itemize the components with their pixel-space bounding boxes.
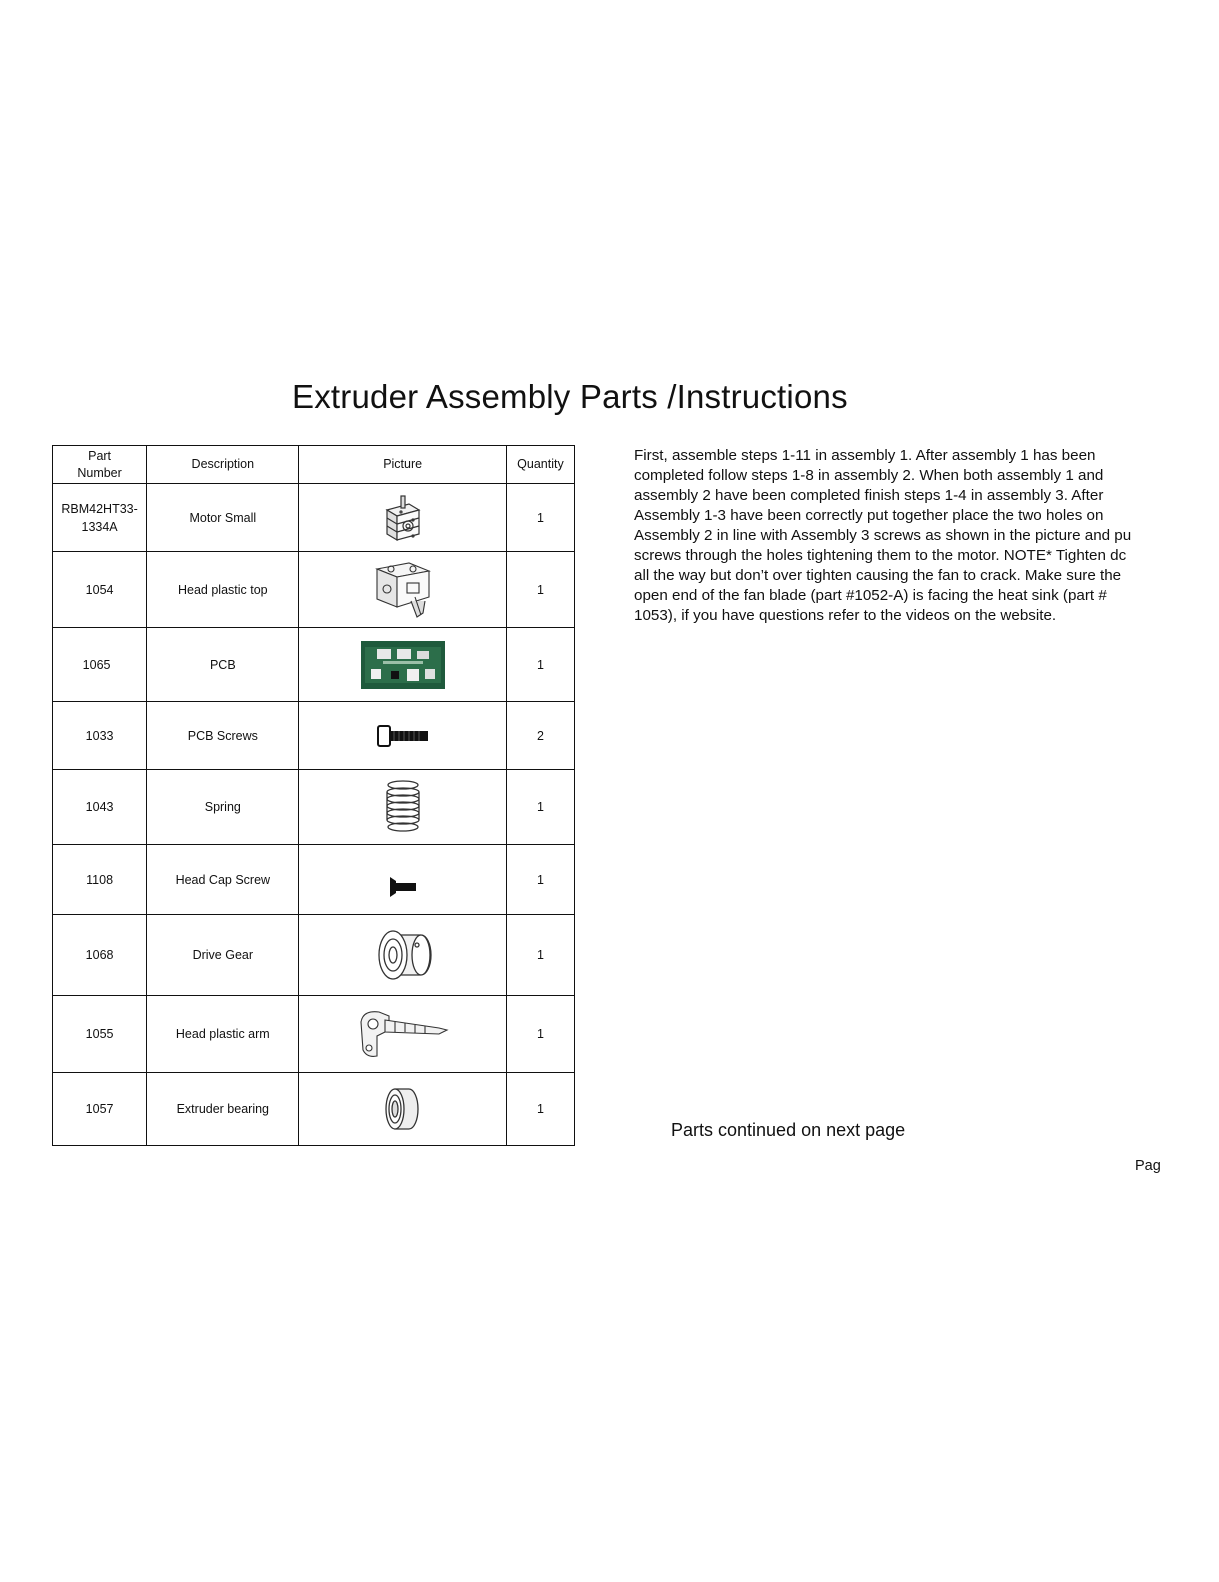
description-cell: Head plastic arm (147, 996, 299, 1073)
table-row (53, 628, 575, 702)
quantity-cell: 1 (506, 484, 574, 552)
quantity-cell: 1 (506, 915, 574, 996)
description-cell: PCB (147, 628, 299, 702)
head-plastic-top-icon (367, 557, 439, 623)
head-cap-screw-icon (388, 875, 418, 899)
part-number-cell: 1054 (53, 552, 147, 628)
instruction-line: screws through the holes tightening them to the motor. NOTE* Tighten dc (634, 547, 1127, 564)
picture-cell (299, 845, 506, 915)
description-cell: Head plastic top (147, 552, 299, 628)
head-plastic-arm-icon (355, 1006, 451, 1062)
pcb-screw-icon (376, 723, 430, 749)
stepper-motor-icon (373, 490, 433, 546)
description-cell: Spring (147, 770, 299, 845)
description-cell: Extruder bearing (147, 1073, 299, 1146)
picture-cell (299, 552, 506, 628)
instruction-line: completed follow steps 1-8 in assembly 2. When both assembly 1 and (634, 467, 1104, 484)
parts-continued-note: Parts continued on next page (671, 1120, 906, 1140)
instruction-line: open end of the fan blade (part #1052-A) is facing the heat sink (part # (634, 587, 1107, 604)
table-header-row (53, 446, 575, 484)
table-row (53, 845, 575, 915)
description-cell: Drive Gear (147, 915, 299, 996)
instruction-line: Assembly 1-3 have been correctly put together place the two holes on (634, 507, 1104, 524)
table-row (53, 915, 575, 996)
parts-table (52, 445, 575, 1146)
header-quantity: Quantity (506, 446, 574, 484)
description-cell: PCB Screws (147, 702, 299, 770)
part-number-cell: 1043 (53, 770, 147, 845)
drive-gear-icon (371, 927, 435, 983)
header-description: Description (147, 446, 299, 484)
quantity-cell: 1 (506, 845, 574, 915)
page-title: Extruder Assembly Parts /Instructions (292, 378, 848, 415)
quantity-cell: 1 (506, 628, 574, 702)
part-number-cell: 1068 (53, 915, 147, 996)
quantity-cell: 1 (506, 996, 574, 1073)
instructions-paragraph (634, 446, 1157, 626)
picture-cell (299, 770, 506, 845)
table-row (53, 552, 575, 628)
page-label: Pag (1135, 1158, 1161, 1174)
instruction-line: 1053), if you have questions refer to the videos on the website. (634, 607, 1057, 624)
header-part-number: Part Number (53, 446, 147, 484)
bearing-icon (385, 1085, 421, 1133)
table-row (53, 484, 575, 552)
picture-cell (299, 628, 506, 702)
picture-cell (299, 915, 506, 996)
pcb-icon (361, 641, 445, 689)
part-number-cell: 1065 (53, 628, 147, 702)
description-cell: Head Cap Screw (147, 845, 299, 915)
instruction-line: assembly 2 have been completed finish steps 1-4 in assembly 3. After (634, 487, 1104, 504)
description-cell: Motor Small (147, 484, 299, 552)
table-row (53, 770, 575, 845)
part-number-cell: 1108 (53, 845, 147, 915)
quantity-cell: 2 (506, 702, 574, 770)
part-number-cell: RBM42HT33- 1334A (53, 484, 147, 552)
picture-cell (299, 1073, 506, 1146)
part-number-cell: 1033 (53, 702, 147, 770)
table-row (53, 702, 575, 770)
table-row (53, 1073, 575, 1146)
header-picture: Picture (299, 446, 506, 484)
spring-icon (383, 780, 423, 834)
part-number-cell: 1055 (53, 996, 147, 1073)
picture-cell (299, 702, 506, 770)
quantity-cell: 1 (506, 1073, 574, 1146)
picture-cell (299, 484, 506, 552)
table-row (53, 996, 575, 1073)
picture-cell (299, 996, 506, 1073)
instruction-line: Assembly 2 in line with Assembly 3 screws as shown in the picture and pu (634, 527, 1132, 544)
quantity-cell: 1 (506, 770, 574, 845)
quantity-cell: 1 (506, 552, 574, 628)
instruction-line: all the way but don’t over tighten causing the fan to crack. Make sure the (634, 567, 1122, 584)
part-number-cell: 1057 (53, 1073, 147, 1146)
instruction-line: First, assemble steps 1-11 in assembly 1. After assembly 1 has been (634, 447, 1096, 464)
